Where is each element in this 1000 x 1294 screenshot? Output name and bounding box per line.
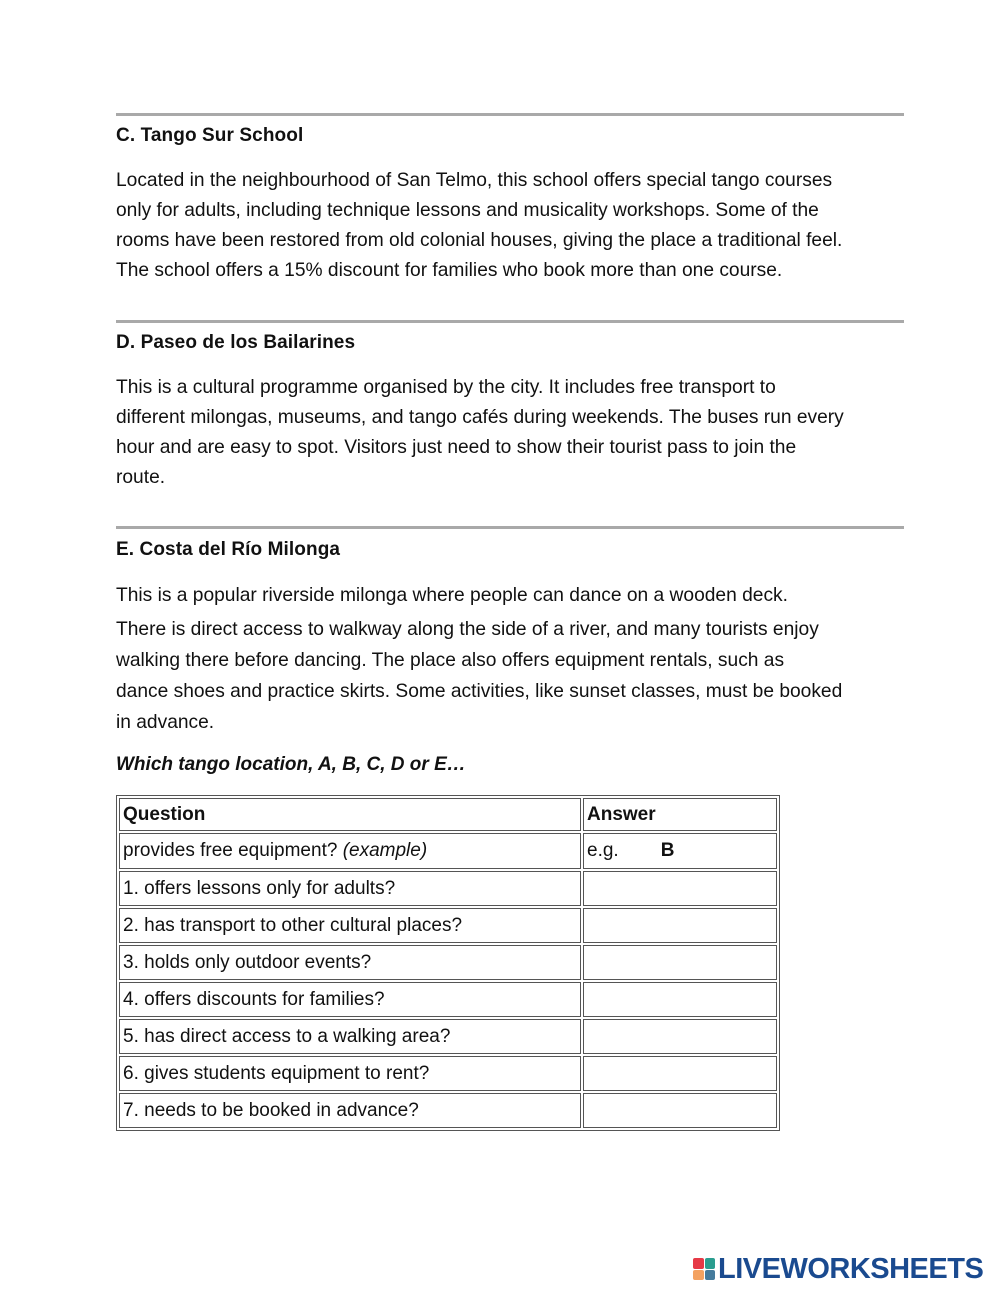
text-line: walking there before dancing. The place also offers equipment rentals, such as bbox=[116, 650, 785, 671]
section-heading-d: D. Paseo de los Bailarines bbox=[116, 332, 356, 353]
question-cell: 7. needs to be booked in advance? bbox=[119, 1093, 581, 1128]
question-cell: 6. gives students equipment to rent? bbox=[119, 1056, 581, 1091]
logo-grid-icon bbox=[693, 1258, 715, 1280]
text-line: dance shoes and practice skirts. Some activities, like sunset classes, must be booked bbox=[116, 681, 843, 702]
table-row bbox=[119, 1056, 777, 1091]
section-divider bbox=[116, 113, 904, 116]
table-row bbox=[119, 871, 777, 906]
section-heading-e: E. Costa del Río Milonga bbox=[116, 539, 341, 560]
text-line: different milongas, museums, and tango cafés during weekends. The buses run every bbox=[116, 407, 844, 428]
answer-input-cell[interactable] bbox=[583, 1019, 777, 1054]
text-line: The school offers a 15% discount for families who book more than one course. bbox=[116, 260, 783, 281]
question-cell: 1. offers lessons only for adults? bbox=[119, 871, 581, 906]
answer-input-cell[interactable] bbox=[583, 908, 777, 943]
table-header-row bbox=[119, 798, 777, 831]
text-line: There is direct access to walkway along the side of a river, and many tourists enjoy bbox=[116, 619, 819, 640]
logo-tile bbox=[705, 1270, 716, 1281]
section-text-e bbox=[116, 580, 904, 738]
column-header-question: Question bbox=[119, 798, 581, 831]
example-prefix: e.g. bbox=[587, 840, 619, 861]
example-row bbox=[119, 833, 777, 869]
table-row bbox=[119, 982, 777, 1017]
question-prompt: Which tango location, A, B, C, D or E… bbox=[116, 754, 466, 775]
table-row bbox=[119, 945, 777, 980]
example-question: provides free equipment? bbox=[123, 840, 343, 861]
text-line: This is a cultural programme organised by the city. It includes free transport to bbox=[116, 377, 776, 398]
example-answer: B bbox=[660, 840, 675, 861]
liveworksheets-logo[interactable] bbox=[693, 1252, 983, 1286]
table-row bbox=[119, 1093, 777, 1128]
text-line: Located in the neighbourhood of San Telmo, this school offers special tango courses bbox=[116, 170, 833, 191]
section-text-c bbox=[116, 166, 904, 286]
logo-tile bbox=[693, 1270, 704, 1281]
column-header-answer: Answer bbox=[583, 798, 777, 831]
question-cell: 5. has direct access to a walking area? bbox=[119, 1019, 581, 1054]
example-question-cell bbox=[119, 833, 581, 869]
text-line: in advance. bbox=[116, 712, 215, 733]
text-line: hour and are easy to spot. Visitors just need to show their tourist pass to join the bbox=[116, 437, 797, 458]
table-row bbox=[119, 1019, 777, 1054]
section-text-d bbox=[116, 373, 904, 493]
table-row bbox=[119, 908, 777, 943]
answer-input-cell[interactable] bbox=[583, 1093, 777, 1128]
question-cell: 4. offers discounts for families? bbox=[119, 982, 581, 1017]
logo-tile bbox=[705, 1258, 716, 1269]
section-heading-c: C. Tango Sur School bbox=[116, 125, 304, 146]
example-answer-cell bbox=[583, 833, 777, 869]
logo-tile bbox=[693, 1258, 704, 1269]
answer-input-cell[interactable] bbox=[583, 871, 777, 906]
question-cell: 2. has transport to other cultural places? bbox=[119, 908, 581, 943]
section-divider bbox=[116, 526, 904, 529]
question-answer-table bbox=[116, 795, 780, 1131]
question-cell: 3. holds only outdoor events? bbox=[119, 945, 581, 980]
section-divider bbox=[116, 320, 904, 323]
answer-input-cell[interactable] bbox=[583, 945, 777, 980]
text-line: route. bbox=[116, 467, 166, 488]
text-line: rooms have been restored from old colonial houses, giving the place a traditional feel. bbox=[116, 230, 843, 251]
answer-input-cell[interactable] bbox=[583, 982, 777, 1017]
answer-input-cell[interactable] bbox=[583, 1056, 777, 1091]
example-note: (example) bbox=[342, 840, 428, 861]
logo-text: LIVEWORKSHEETS bbox=[718, 1252, 984, 1285]
text-line: This is a popular riverside milonga where people can dance on a wooden deck. bbox=[116, 585, 788, 606]
text-line: only for adults, including technique lessons and musicality workshops. Some of the bbox=[116, 200, 819, 221]
